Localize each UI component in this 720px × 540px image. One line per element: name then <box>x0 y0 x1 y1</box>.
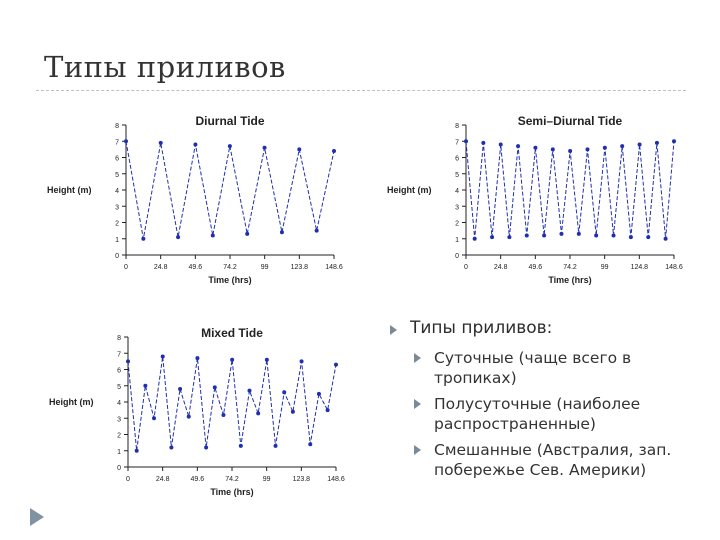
bullet-triangle-icon <box>414 445 421 455</box>
chart-2-y-tick-label: 0 <box>117 465 121 472</box>
chart-1-data-point <box>542 234 546 238</box>
chart-1-title: Semi–Diurnal Tide <box>517 114 623 128</box>
chart-1-y-tick-label: 1 <box>455 236 459 244</box>
chart-0-data-point <box>124 139 128 143</box>
chart-0-y-tick-label: 8 <box>115 123 119 130</box>
chart-1-y-tick-label: 8 <box>455 123 459 130</box>
chart-1-data-point <box>559 232 563 236</box>
chart-2-data-point <box>317 392 321 396</box>
chart-0-data-point <box>211 234 215 238</box>
chart-2-y-tick-label: 5 <box>117 383 121 391</box>
bullet-item-text: Суточные (чаще всего в тропиках) <box>434 349 632 387</box>
chart-1-data-point <box>533 146 537 150</box>
chart-2-data-point <box>300 359 304 363</box>
diurnal-tide-chart-svg <box>44 110 354 290</box>
chart-0-y-label: Height (m) <box>47 185 92 195</box>
chart-0-x-tick-label: 0 <box>124 264 128 271</box>
bullet-main-text: Типы приливов: <box>410 318 553 338</box>
chart-2-x-tick-label: 49.6 <box>190 476 205 483</box>
chart-0-data-point <box>193 143 197 147</box>
chart-2-data-point <box>291 410 295 414</box>
chart-1-data-point <box>638 143 642 147</box>
chart-1-y-label: Height (m) <box>387 185 432 195</box>
chart-0-data-point <box>228 144 232 148</box>
corner-arrow-icon <box>30 508 44 526</box>
chart-2-data-point <box>204 446 208 450</box>
chart-1-data-point <box>481 141 485 145</box>
chart-1-data-point <box>577 232 581 236</box>
chart-2-y-label: Height (m) <box>49 397 94 407</box>
chart-2-data-point <box>256 411 260 415</box>
chart-0-data-point <box>176 235 180 239</box>
chart-1-data-point <box>551 147 555 151</box>
chart-2-data-point <box>239 444 243 448</box>
chart-2-x-tick-label: 24.8 <box>155 476 170 483</box>
chart-0-x-tick-label: 123.8 <box>290 264 309 271</box>
chart-2-data-point <box>213 385 217 389</box>
chart-1-x-tick-label: 99 <box>600 264 609 271</box>
chart-1-x-tick-label: 24.8 <box>493 264 508 271</box>
chart-1-y-tick-label: 4 <box>455 188 459 195</box>
chart-1-data-point <box>507 235 511 239</box>
bullet-item-mixed <box>412 440 708 480</box>
bullet-item-text: Полусуточные (наиболее распространенные) <box>434 395 641 433</box>
mixed-tide-chart-svg <box>46 322 356 502</box>
chart-1-data-point <box>655 141 659 145</box>
chart-0-y-tick-label: 2 <box>115 220 119 228</box>
chart-2-data-point <box>169 446 173 450</box>
title-divider <box>36 90 686 91</box>
bullet-item-text: Смешанные (Австралия, зап. побережье Сев. Америки) <box>434 441 672 479</box>
chart-0-x-tick-label: 49.6 <box>188 264 203 271</box>
chart-1-y-tick-label: 5 <box>455 171 459 179</box>
chart-2-x-tick-label: 123.8 <box>292 476 311 483</box>
chart-2-y-tick-label: 8 <box>117 335 121 342</box>
chart-1-data-point <box>620 144 624 148</box>
chart-2-data-point <box>178 387 182 391</box>
chart-0-x-tick-label: 24.8 <box>153 264 168 271</box>
chart-1-x-tick-label: 49.6 <box>528 264 543 271</box>
chart-2-data-point <box>135 449 139 453</box>
chart-1-data-point <box>499 143 503 147</box>
bullet-triangle-icon <box>390 325 397 335</box>
chart-1-x-tick-label: 0 <box>464 264 468 271</box>
chart-0-data-point <box>315 229 319 233</box>
chart-2-data-point <box>282 390 286 394</box>
chart-0-data-point <box>159 141 163 145</box>
chart-2-data-point <box>126 359 130 363</box>
chart-0-data-point <box>332 149 336 153</box>
chart-1-y-tick-label: 7 <box>455 139 459 147</box>
chart-1-data-point <box>664 237 668 241</box>
chart-1-data-point <box>585 147 589 151</box>
chart-2-x-tick-label: 74.2 <box>225 476 239 483</box>
chart-0-y-tick-label: 5 <box>115 171 119 179</box>
chart-0-data-point <box>280 230 284 234</box>
chart-1-data-point <box>464 139 468 143</box>
chart-0-x-tick-label: 99 <box>260 264 269 271</box>
chart-2-x-tick-label: 99 <box>262 476 271 483</box>
chart-0-y-tick-label: 0 <box>115 253 119 260</box>
chart-0-series-line <box>126 141 334 239</box>
chart-0-y-tick-label: 7 <box>115 139 119 147</box>
chart-1-data-point <box>646 235 650 239</box>
chart-2-series-line <box>128 357 336 451</box>
chart-2-y-tick-label: 6 <box>117 367 121 375</box>
chart-1-data-point <box>525 234 529 238</box>
chart-0-x-tick-label: 74.2 <box>223 264 237 271</box>
chart-2-x-tick-label: 0 <box>126 476 130 483</box>
chart-1-x-tick-label: 124.8 <box>630 264 649 271</box>
chart-2-data-point <box>326 408 330 412</box>
chart-2-data-point <box>265 358 269 362</box>
chart-2-data-point <box>247 389 251 393</box>
chart-1-data-point <box>568 149 572 153</box>
chart-0-x-label: Time (hrs) <box>208 275 252 285</box>
chart-1-y-tick-label: 3 <box>455 204 459 212</box>
chart-0-y-tick-label: 6 <box>115 155 119 163</box>
chart-1-data-point <box>516 144 520 148</box>
mixed-tide-chart <box>46 322 356 502</box>
chart-0-x-tick-label: 148.6 <box>325 264 343 271</box>
chart-1-data-point <box>603 146 607 150</box>
slide-title: Типы приливов <box>44 50 286 84</box>
chart-0-y-tick-label: 3 <box>115 204 119 212</box>
chart-1-data-point <box>473 237 477 241</box>
chart-1-y-tick-label: 0 <box>455 253 459 260</box>
chart-1-x-label: Time (hrs) <box>548 275 592 285</box>
chart-2-data-point <box>152 416 156 420</box>
chart-2-x-label: Time (hrs) <box>210 487 254 497</box>
chart-2-data-point <box>143 384 147 388</box>
chart-2-x-tick-label: 148.6 <box>327 476 345 483</box>
chart-1-y-tick-label: 2 <box>455 220 459 228</box>
chart-0-data-point <box>245 232 249 236</box>
chart-2-title: Mixed Tide <box>201 326 263 340</box>
chart-1-data-point <box>490 235 494 239</box>
chart-1-x-tick-label: 74.2 <box>563 264 577 271</box>
bullet-triangle-icon <box>414 353 421 363</box>
bullet-triangle-icon <box>414 399 421 409</box>
chart-1-data-point <box>629 235 633 239</box>
diurnal-tide-chart <box>44 110 354 290</box>
chart-1-y-tick-label: 6 <box>455 155 459 163</box>
chart-2-data-point <box>221 413 225 417</box>
chart-2-data-point <box>230 358 234 362</box>
chart-2-data-point <box>187 415 191 419</box>
chart-2-data-point <box>308 442 312 446</box>
chart-2-y-tick-label: 7 <box>117 351 121 359</box>
chart-2-y-tick-label: 3 <box>117 416 121 424</box>
chart-2-data-point <box>334 363 338 367</box>
chart-0-data-point <box>297 147 301 151</box>
chart-0-y-tick-label: 1 <box>115 236 119 244</box>
chart-1-data-point <box>594 234 598 238</box>
chart-2-y-tick-label: 1 <box>117 448 121 456</box>
chart-0-data-point <box>141 237 145 241</box>
chart-2-y-tick-label: 4 <box>117 400 121 407</box>
chart-2-y-tick-label: 2 <box>117 432 121 440</box>
chart-2-data-point <box>274 444 278 448</box>
chart-0-y-tick-label: 4 <box>115 188 119 195</box>
chart-1-series-line <box>466 141 674 239</box>
chart-1-data-point <box>672 139 676 143</box>
semi-diurnal-tide-chart <box>384 110 694 290</box>
bullet-item-semidiurnal <box>412 394 708 434</box>
bullet-list <box>388 318 708 486</box>
chart-2-data-point <box>161 355 165 359</box>
chart-1-data-point <box>612 234 616 238</box>
chart-2-data-point <box>195 356 199 360</box>
bullet-item-diurnal <box>412 348 708 388</box>
chart-1-x-tick-label: 148.6 <box>665 264 683 271</box>
chart-0-data-point <box>263 146 267 150</box>
semi-diurnal-tide-chart-svg <box>384 110 694 290</box>
chart-0-title: Diurnal Tide <box>195 114 265 128</box>
bullet-main <box>388 318 708 338</box>
